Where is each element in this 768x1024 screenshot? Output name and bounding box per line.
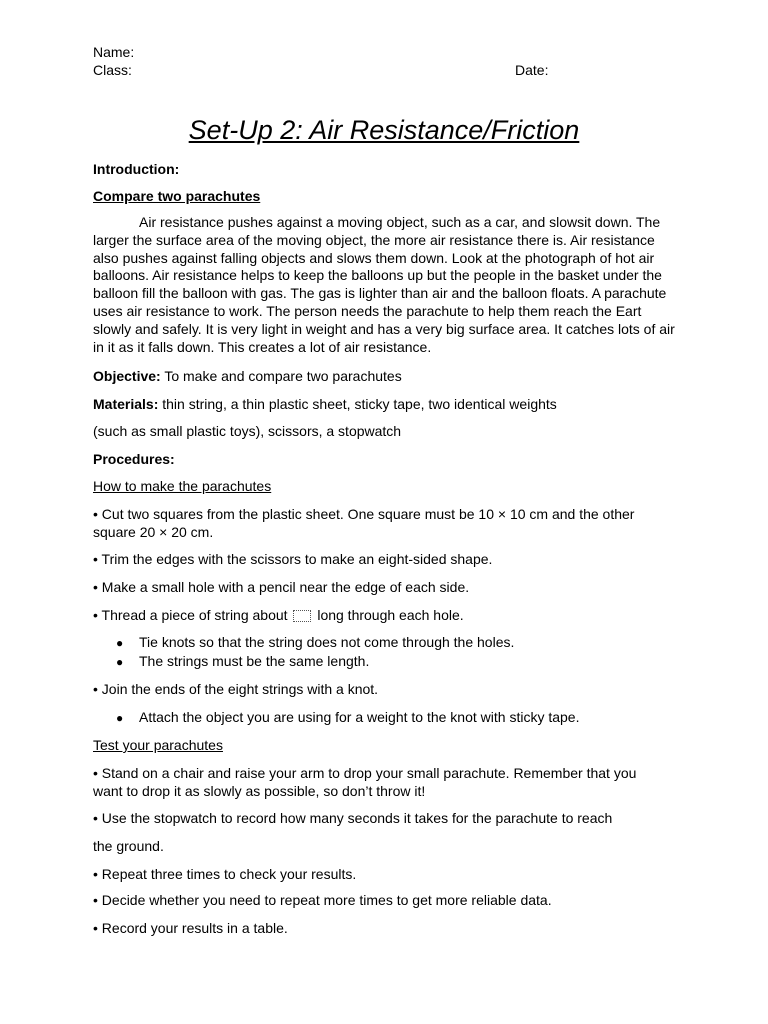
test-heading: Test your parachutes — [93, 737, 223, 753]
test-step-2: • Use the stopwatch to record how many seconds it takes for the parachute to reach — [93, 810, 613, 826]
make-step-4-b: long through each hole. — [313, 607, 464, 623]
date-label: Date: — [515, 62, 549, 78]
make-step-1: • Cut two squares from the plastic sheet. One square must be 10 × 10 cm and the other square 20 × 20 cm. — [93, 506, 635, 540]
introduction-heading: Introduction: — [93, 161, 180, 177]
materials-text: thin string, a thin plastic sheet, sticky tape, two identical weights — [158, 396, 557, 412]
make-substep-1 — [116, 633, 514, 652]
make-step-4 — [93, 606, 464, 624]
test-step-5: • Record your results in a table. — [93, 920, 288, 936]
objective-text: To make and compare two parachutes — [160, 368, 402, 384]
make-substep-3 — [116, 708, 579, 727]
make-step-2: • Trim the edges with the scissors to make an eight-sided shape. — [93, 551, 493, 567]
test-step-4: • Decide whether you need to repeat more times to get more reliable data. — [93, 892, 552, 908]
bullet-icon: ● — [116, 711, 124, 725]
materials-line — [93, 395, 557, 413]
intro-paragraph-text: Air resistance pushes against a moving object, such as a car, and slowsit down. The larger the surface area of the moving object, the more air resistance there is. Air resistance also pushes against falling objects and slows them down. Look at the photograph of hot air balloons. Air resistance helps to keep the balloons up but the people in the basket under the balloon fill the balloon with gas. The gas is lighter than air and the balloon floats. A parachute uses air resistance to work. The person needs the parachute to help them reach the Eart slowly and safely. It is very light in weight and has a very big surface area. It catches lots of air in it as it falls down. This creates a lot of air resistance. — [93, 214, 675, 355]
make-step-3: • Make a small hole with a pencil near the edge of each side. — [93, 579, 470, 595]
class-label: Class: — [93, 62, 132, 78]
materials-line-cont: (such as small plastic toys), scissors, a stopwatch — [93, 423, 402, 439]
page-title: Set-Up 2: Air Resistance/Friction — [188, 115, 580, 145]
materials-label: Materials: — [93, 396, 159, 412]
make-substep-2-text: The strings must be the same length. — [139, 653, 370, 669]
test-step-1: • Stand on a chair and raise your arm to drop your small parachute. Remember that you want to drop it as slowly as possible, so don’t throw it! — [93, 765, 637, 799]
make-heading: How to make the parachutes — [93, 478, 272, 494]
procedures-heading: Procedures: — [93, 451, 175, 467]
test-step-2-cont: the ground. — [93, 838, 164, 854]
make-substep-1-text: Tie knots so that the string does not come through the holes. — [139, 634, 515, 650]
compare-heading: Compare two parachutes — [93, 188, 261, 204]
intro-paragraph — [93, 214, 681, 356]
bullet-icon: ● — [116, 636, 124, 650]
make-substep-2 — [116, 652, 369, 671]
objective-label: Objective: — [93, 368, 161, 384]
bullet-icon: ● — [116, 655, 124, 669]
objective-line — [93, 367, 402, 385]
name-label: Name: — [93, 44, 135, 60]
make-step-5: • Join the ends of the eight strings with a knot. — [93, 681, 379, 697]
make-step-4-a: • Thread a piece of string about — [93, 607, 292, 623]
test-step-3: • Repeat three times to check your results. — [93, 866, 357, 882]
make-substep-3-text: Attach the object you are using for a weight to the knot with sticky tape. — [139, 709, 580, 725]
missing-glyph-icon — [293, 610, 311, 622]
